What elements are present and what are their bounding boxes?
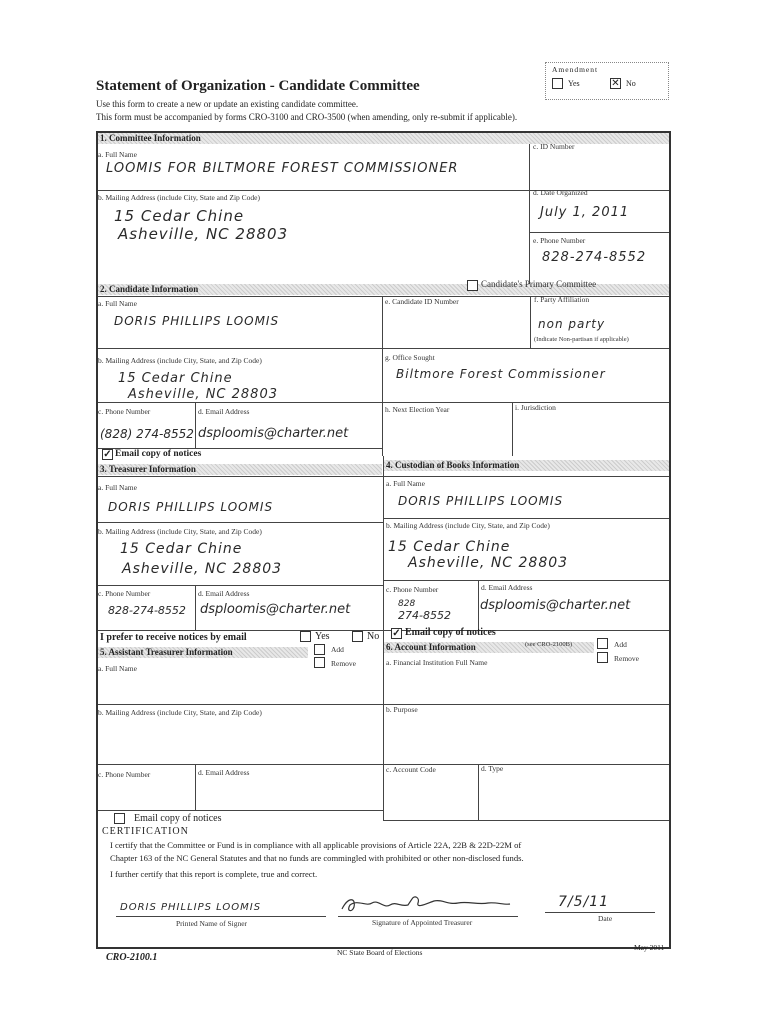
asst-treasurer-add-checkbox[interactable]	[314, 644, 325, 655]
amendment-label: Amendment	[552, 65, 599, 74]
printed-name-value[interactable]: DORIS PHILLIPS LOOMIS	[120, 902, 262, 913]
certification-date-value[interactable]: 7/5/11	[558, 894, 610, 910]
account-add-label: Add	[614, 640, 627, 649]
section-6-header: 6. Account Information	[384, 642, 594, 653]
custodian-name-value[interactable]: DORIS PHILLIPS LOOMIS	[398, 494, 564, 508]
candidate-email-label: d. Email Address	[198, 407, 250, 416]
certification-date-label: Date	[598, 914, 613, 923]
account-add-checkbox[interactable]	[597, 638, 608, 649]
asst-treasurer-email-copy-label: Email copy of notices	[134, 813, 222, 824]
treasurer-name-label: a. Full Name	[98, 483, 137, 492]
committee-id-label: c. ID Number	[533, 142, 575, 151]
section-5-header: 5. Assistant Treasurer Information	[98, 647, 308, 658]
candidate-email-copy-label: Email copy of notices	[115, 449, 202, 459]
amendment-no-label: No	[626, 79, 636, 88]
signature-label: Signature of Appointed Treasurer	[372, 918, 473, 927]
subtitle-2: This form must be accompanied by forms CRO-3100 and CRO-3500 (when amending, only re-submit if applicable).	[96, 112, 518, 122]
certification-text-1: I certify that the Committee or Fund is in compliance with all applicable provisions of Article 22A, 22B & 22D-22M of	[110, 840, 522, 850]
jurisdiction-label: i. Jurisdiction	[515, 403, 556, 412]
certification-text-2: Chapter 163 of the NC General Statutes and that no funds are commingled with prohibited or other non-disclosed funds.	[110, 853, 524, 863]
candidate-email-copy-checkbox[interactable]: ✓	[103, 449, 112, 460]
candidate-name-value[interactable]: DORIS PHILLIPS LOOMIS	[114, 314, 280, 328]
committee-mailing-label: b. Mailing Address (include City, State and Zip Code)	[98, 193, 260, 202]
form-id: CRO-2100.1	[106, 952, 158, 963]
prefer-yes-label: Yes	[315, 631, 330, 642]
candidate-mailing-label: b. Mailing Address (include City, State, and Zip Code)	[98, 356, 262, 365]
board-name: NC State Board of Elections	[337, 948, 423, 957]
asst-treasurer-remove-checkbox[interactable]	[314, 657, 325, 668]
treasurer-phone-label: c. Phone Number	[98, 589, 151, 598]
prefer-no-label: No	[367, 631, 380, 642]
committee-name-value[interactable]: LOOMIS FOR BILTMORE FOREST COMMISSIONER	[106, 161, 459, 176]
date-organized-label: d. Date Organized	[533, 188, 588, 197]
treasurer-mailing-line1[interactable]: 15 Cedar Chine	[120, 541, 243, 557]
printed-name-label: Printed Name of Signer	[176, 919, 248, 928]
section-4-header: 4. Custodian of Books Information	[384, 460, 669, 471]
asst-treasurer-phone-label: c. Phone Number	[98, 770, 151, 779]
section-2-header: 2. Candidate Information	[98, 284, 669, 295]
party-affiliation-value[interactable]: non party	[538, 317, 606, 331]
treasurer-mailing-line2[interactable]: Asheville, NC 28803	[122, 561, 283, 577]
treasurer-mailing-label: b. Mailing Address (include City, State, and Zip Code)	[98, 527, 262, 536]
section-3-header: 3. Treasurer Information	[98, 464, 382, 475]
custodian-phone-label: c. Phone Number	[386, 585, 439, 594]
custodian-mailing-line2[interactable]: Asheville, NC 28803	[408, 555, 569, 571]
amendment-no-checkbox[interactable]: ✕	[611, 78, 620, 89]
date-organized-value[interactable]: July 1, 2011	[540, 205, 630, 220]
custodian-phone-line2[interactable]: 274-8552	[398, 609, 451, 622]
candidate-phone-label: c. Phone Number	[98, 407, 151, 416]
certification-text-3: I further certify that this report is complete, true and correct.	[110, 869, 318, 879]
account-remove-checkbox[interactable]	[597, 652, 608, 663]
account-purpose-label: b. Purpose	[386, 705, 418, 714]
custodian-mailing-line1[interactable]: 15 Cedar Chine	[388, 539, 511, 555]
account-code-label: c. Account Code	[386, 765, 436, 774]
treasurer-email-label: d. Email Address	[198, 589, 250, 598]
asst-treasurer-email-label: d. Email Address	[198, 768, 250, 777]
candidate-name-label: a. Full Name	[98, 299, 137, 308]
committee-phone-label: e. Phone Number	[533, 236, 586, 245]
revision-date: May 2011	[634, 943, 665, 952]
treasurer-phone-value[interactable]: 828-274-8552	[108, 604, 186, 617]
subtitle-1: Use this form to create a new or update an existing candidate committee.	[96, 99, 359, 109]
committee-name-label: a. Full Name	[98, 150, 137, 159]
treasurer-email-value[interactable]: dsploomis@charter.net	[200, 602, 351, 617]
prefer-email-label: I prefer to receive notices by email	[100, 632, 247, 643]
candidate-mailing-line2[interactable]: Asheville, NC 28803	[128, 387, 278, 402]
primary-committee-label: Candidate's Primary Committee	[481, 279, 597, 289]
account-see-note: (see CRO-2100B)	[525, 641, 573, 648]
custodian-email-label: d. Email Address	[481, 583, 533, 592]
committee-phone-value[interactable]: 828-274-8552	[542, 250, 647, 265]
asst-treasurer-remove-label: Remove	[331, 659, 356, 668]
custodian-phone-line1[interactable]: 828	[398, 599, 416, 609]
party-affiliation-label: f. Party Affiliation	[534, 295, 590, 304]
office-sought-label: g. Office Sought	[385, 353, 435, 362]
next-election-label: h. Next Election Year	[385, 405, 450, 414]
custodian-mailing-label: b. Mailing Address (include City, State, and Zip Code)	[386, 521, 550, 530]
account-remove-label: Remove	[614, 654, 639, 663]
primary-committee-checkbox[interactable]	[467, 280, 478, 291]
asst-treasurer-email-copy-checkbox[interactable]	[114, 813, 125, 824]
asst-treasurer-mailing-label: b. Mailing Address (include City, State, and Zip Code)	[98, 708, 262, 717]
treasurer-name-value[interactable]: DORIS PHILLIPS LOOMIS	[108, 500, 274, 514]
candidate-phone-value[interactable]: (828) 274-8552	[100, 427, 194, 441]
treasurer-signature	[338, 893, 518, 917]
prefer-no-checkbox[interactable]	[352, 631, 363, 642]
committee-mailing-line1[interactable]: 15 Cedar Chine	[114, 207, 245, 225]
amendment-yes-label: Yes	[568, 79, 580, 88]
custodian-email-copy-checkbox[interactable]: ✓	[392, 628, 401, 639]
custodian-email-value[interactable]: dsploomis@charter.net	[480, 598, 631, 613]
financial-institution-label: a. Financial Institution Full Name	[386, 658, 488, 667]
committee-mailing-line2[interactable]: Asheville, NC 28803	[118, 225, 289, 243]
asst-treasurer-add-label: Add	[331, 645, 344, 654]
candidate-email-value[interactable]: dsploomis@charter.net	[198, 426, 349, 441]
section-1-header: 1. Committee Information	[98, 133, 669, 144]
amendment-yes-checkbox[interactable]	[552, 78, 563, 89]
candidate-mailing-line1[interactable]: 15 Cedar Chine	[118, 371, 233, 386]
candidate-id-label: e. Candidate ID Number	[385, 297, 459, 306]
party-note: (Indicate Non-partisan if applicable)	[534, 336, 629, 343]
certification-title: CERTIFICATION	[102, 826, 189, 837]
custodian-name-label: a. Full Name	[386, 479, 425, 488]
account-type-label: d. Type	[481, 764, 504, 773]
prefer-yes-checkbox[interactable]	[300, 631, 311, 642]
page-title: Statement of Organization - Candidate Committee	[96, 78, 420, 94]
asst-treasurer-name-label: a. Full Name	[98, 664, 137, 673]
custodian-email-copy-label: Email copy of notices	[405, 627, 496, 638]
office-sought-value[interactable]: Biltmore Forest Commissioner	[396, 367, 606, 381]
